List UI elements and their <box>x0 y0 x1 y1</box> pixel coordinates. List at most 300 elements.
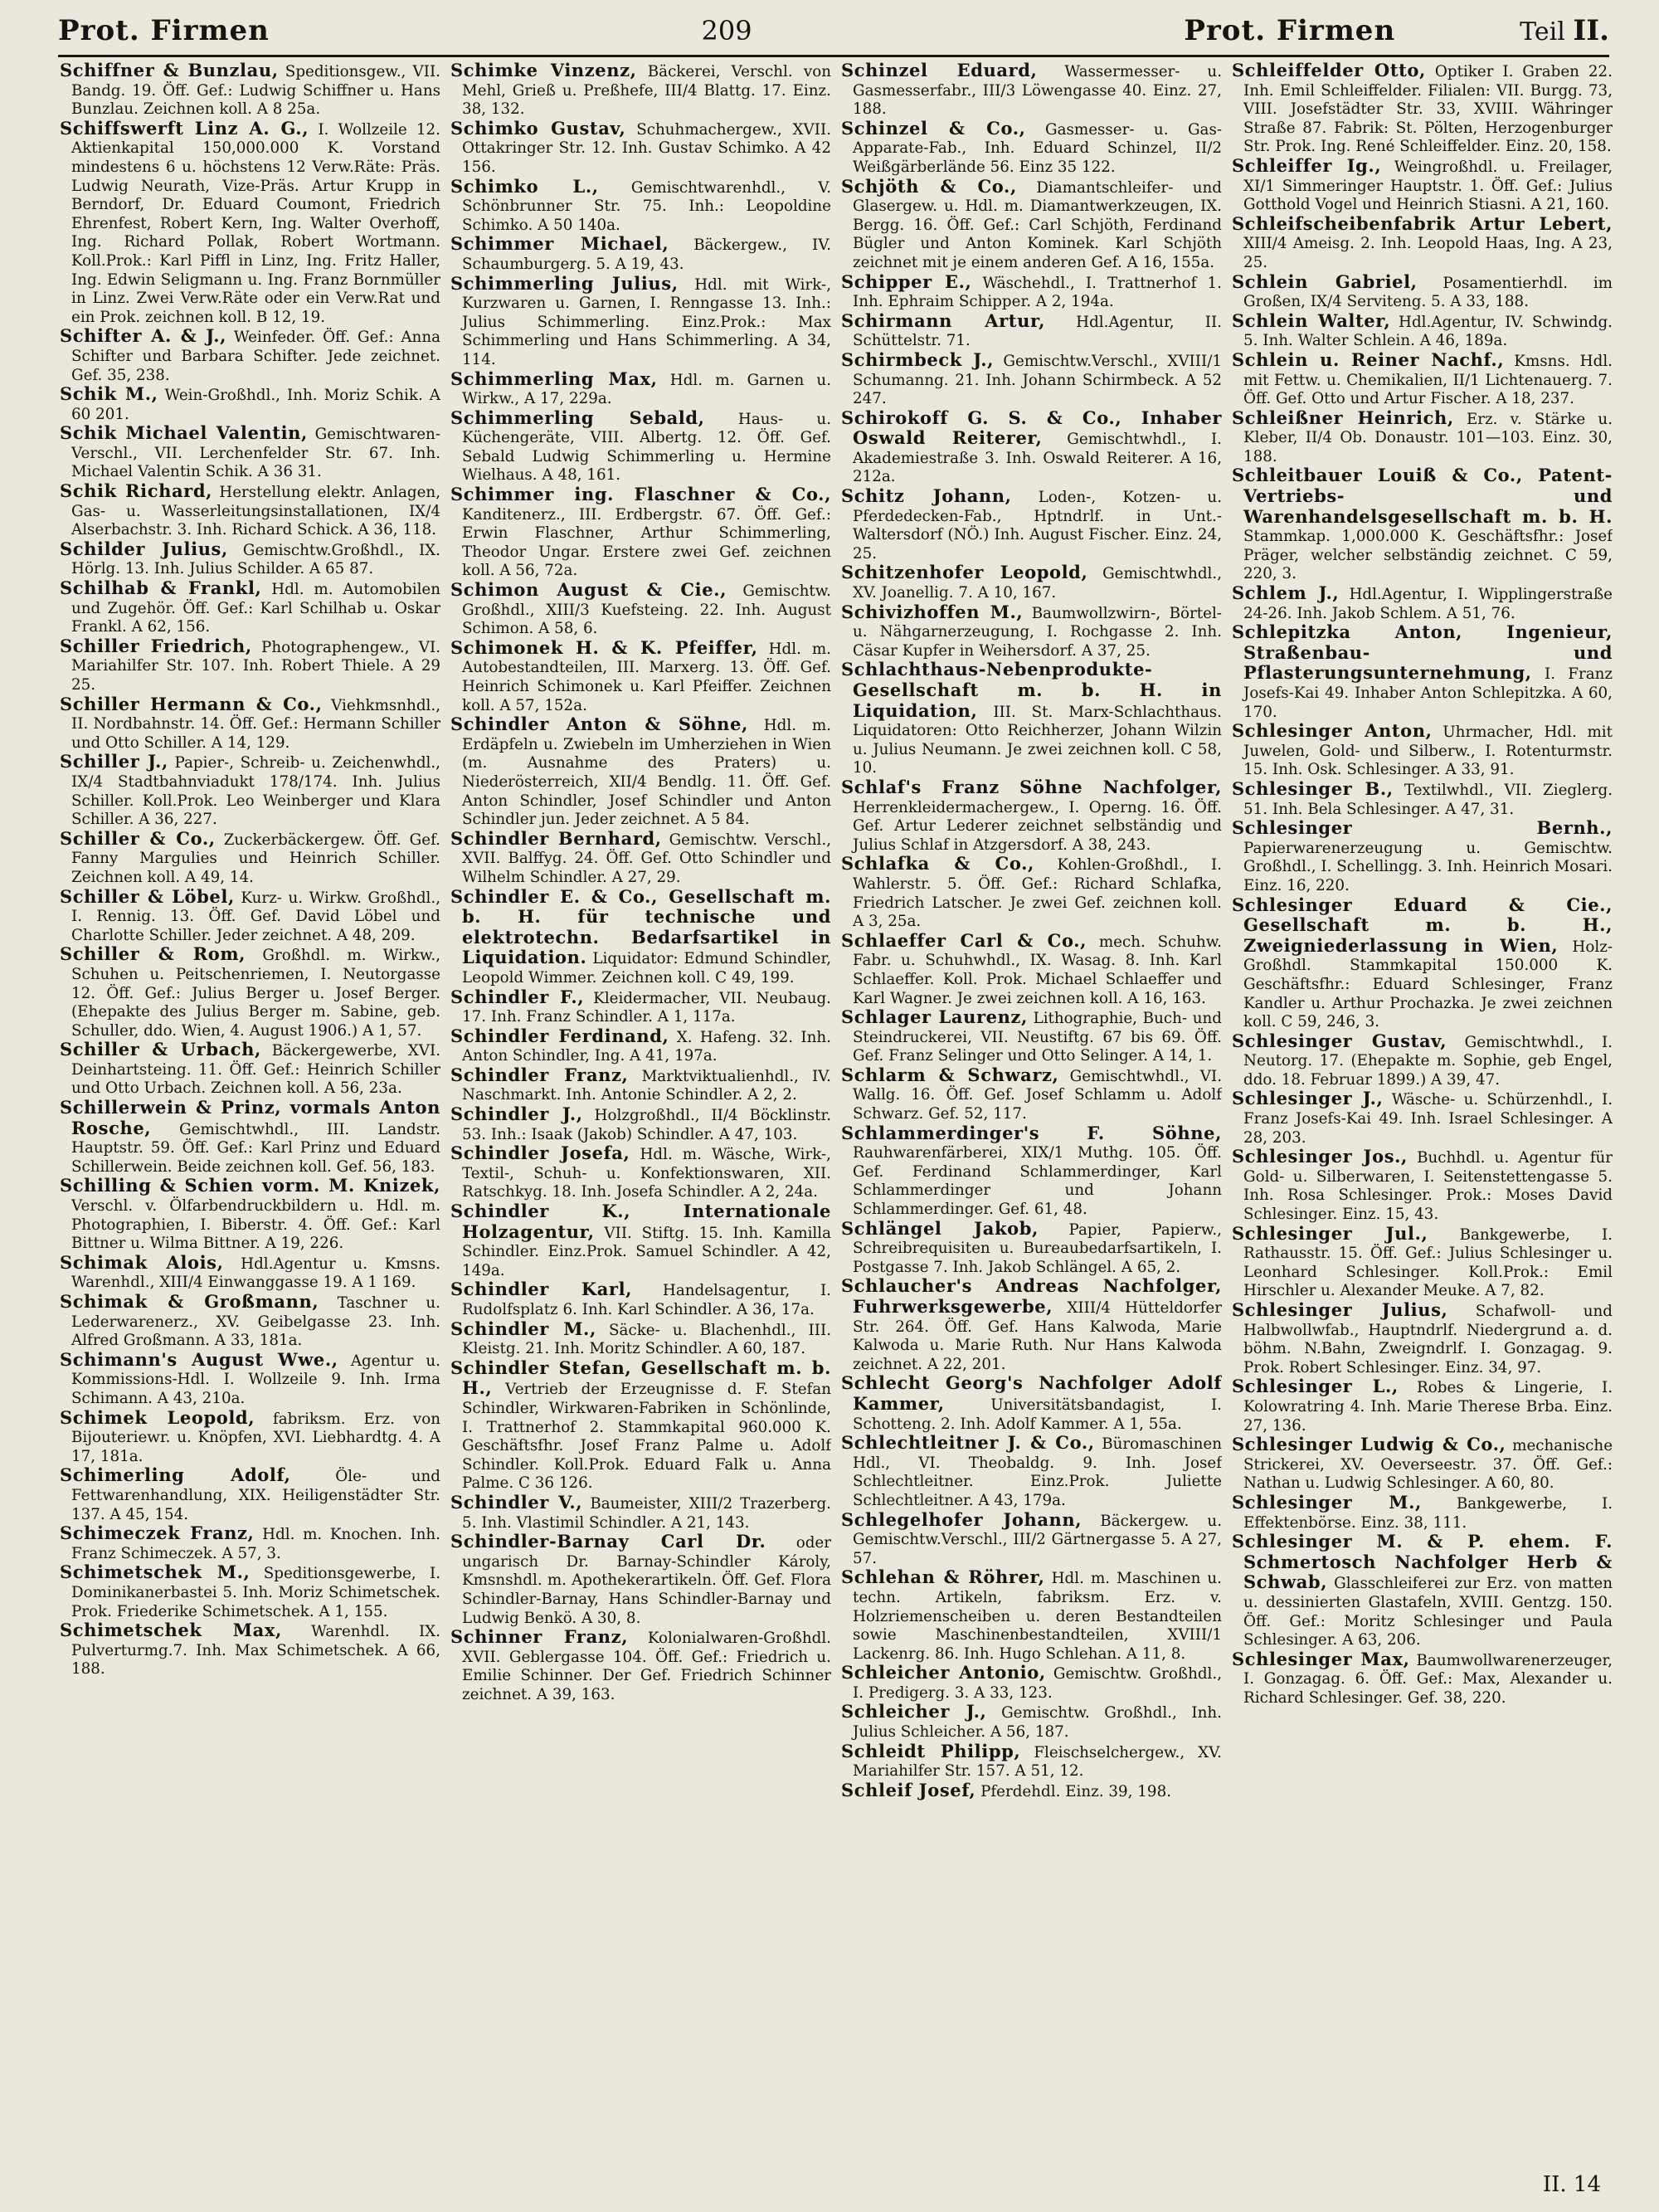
firm-name: Schlaucher's Andreas Nachfolger, Fuhrwerksgewerbe, <box>841 1275 1222 1317</box>
firm-details: Kanditenerz., III. Erdbergstr. 67. Öff. Gef.: Erwin Flaschner, Arthur Schimmerling, Theodor Ungar. Erstere zwei Gef. zeichnen koll. A 56, 72a. <box>462 505 831 580</box>
directory-entry <box>1232 1532 1613 1650</box>
directory-entry <box>841 119 1222 178</box>
firm-details: Agentur u. Kommissions-Hdl. I. Wollzeile 9. Inh. Irma Schimann. A 43, 210a. <box>71 1352 440 1407</box>
firm-name: Schimko L., <box>450 175 599 197</box>
firm-details: I. Franz Josefs-Kai 49. Inhaber Anton Schlepitzka. A 60, 170. <box>1243 665 1613 721</box>
directory-entry <box>60 827 440 888</box>
directory-entry <box>60 885 440 946</box>
firm-details: Holzgroßhdl., II/4 Böcklinstr. 53. Inh.: Isaak (Jakob) Schindler. A 47, 103. <box>462 1107 831 1143</box>
firm-details: Wassermesser- u. Gasmesserfabr., III/3 Löwengasse 40. Einz. 27, 188. <box>853 63 1222 119</box>
firm-details: Fleischselchergew., XV. Mariahilfer Str. 157. A 51, 12. <box>853 1743 1222 1781</box>
directory-entry <box>841 1781 1222 1802</box>
firm-details: Öle- und Fettwarenhandlung, XIX. Heiligenstädter Str. 137. A 45, 154. <box>71 1468 440 1523</box>
firm-name: Schlesinger Anton, <box>1232 720 1433 742</box>
directory-entry <box>841 1008 1222 1066</box>
directory-entry <box>60 637 440 695</box>
firm-details: Gemischtw. Großhdl., I. Predigerg. 3. A 33, 123. <box>853 1665 1222 1702</box>
firm-details: Kmsns. Hdl. mit Fettw. u. Chemikalien, II/1 Lichtenauerg. 7. Öff. Gef. Otto und Artur Fischer. A 18, 237. <box>1243 352 1613 408</box>
firm-details: mech. Schuhw. Fabr. u. Schuhwhdl., IX. Wasag. 8. Inh. Karl Schlaeffer. Koll. Prok. Michael Schlaeffer und Karl Wagner. Je zwei zeichnen koll. A 16, 163. <box>853 933 1222 1007</box>
firm-name: Schleif Josef, <box>841 1779 976 1800</box>
firm-name: Schindler V., <box>450 1491 583 1513</box>
directory-entry <box>841 1508 1222 1569</box>
firm-details: Photographengew., VI. Mariahilfer Str. 107. Inh. Robert Thiele. A 29 25. <box>71 638 440 694</box>
firm-details: XIII/4 Ameisg. 2. Inh. Leopold Haas, Ing. A 23, 25. <box>1243 235 1613 271</box>
firm-name: Schlesinger Ludwig & Co., <box>1232 1434 1506 1455</box>
firm-name: Schindler Josefa, <box>450 1143 630 1164</box>
firm-details: Hdl. mit Wirk-, Kurzwaren u. Garnen, I. Renngasse 13. Inh.: Julius Schimmerling. Einz.Prok.: Max Schimmerling und Hans Schimmerling. A 34, 114. <box>462 275 831 368</box>
directory-entry <box>1232 1301 1613 1377</box>
directory-entry <box>1232 584 1613 623</box>
directory-entry <box>60 1621 440 1679</box>
firm-name: Schindler Ferdinand, <box>450 1025 669 1046</box>
directory-entry <box>450 235 831 274</box>
firm-details: VII. Stiftg. 15. Inh. Kamilla Schindler. Einz.Prok. Samuel Schindler. A 42, 149a. <box>462 1224 831 1279</box>
firm-name: Schleicher J., <box>841 1701 987 1722</box>
directory-entry <box>450 1532 831 1628</box>
firm-details: Marktviktualienhdl., IV. Naschmarkt. Inh. Antonie Schindler. A 2, 2. <box>462 1067 831 1104</box>
directory-entry <box>450 409 831 485</box>
firm-details: Hdl. m. Automobilen und Zugehör. Öff. Gef.: Karl Schilhab u. Oskar Frankl. A 62, 156. <box>71 581 440 636</box>
firm-name: Schlecht Georg's Nachfolger Adolf Kammer, <box>841 1372 1222 1414</box>
directory-entry <box>1232 1222 1613 1301</box>
directory-entry <box>841 1066 1222 1124</box>
firm-name: Schimerling Adolf, <box>60 1464 291 1486</box>
directory-entry <box>1232 270 1613 312</box>
firm-name: Schimak & Großmann, <box>60 1291 319 1312</box>
firm-details: Bankgewerbe, I. Effektenbörse. Einz. 38, 111. <box>1243 1494 1613 1532</box>
firm-name: Schik Michael Valentin, <box>60 422 308 444</box>
firm-details: Bäckergew., IV. Schaumburgerg. 5. A 19, 43. <box>462 236 831 273</box>
firm-name: Schindler F., <box>450 986 585 1007</box>
firm-name: Schik Richard, <box>60 480 213 502</box>
firm-details: Bäckerei, Verschl. von Mehl, Grieß u. Preßhefe, III/4 Blattg. 17. Einz. 38, 132. <box>462 63 831 119</box>
firm-name: Schlepitzka Anton, Ingenieur, Straßenbau- und Pflasterungsunternehmung, <box>1232 621 1613 684</box>
firm-details: Glasschleiferei zur Erz. von matten u. dessinierten Glastafeln, XVIII. Gentzg. 150. Öff. Gef.: Moritz Schlesinger und Paula Schlesinger. A 63, 206. <box>1243 1575 1613 1649</box>
directory-entry <box>60 327 440 385</box>
directory-entry <box>841 309 1222 351</box>
firm-name: Schlaf's Franz Söhne Nachfolger, <box>841 776 1222 797</box>
directory-entry <box>841 855 1222 931</box>
firm-name: Schlarm & Schwarz, <box>841 1064 1059 1085</box>
firm-name: Schleidt Philipp, <box>841 1740 1021 1761</box>
firm-name: Schinner Franz, <box>450 1626 629 1648</box>
firm-details: Speditionsgewerbe, I. Dominikanerbastei 5. Inh. Moriz Schimetschek. Prok. Friederike Schimetschek. A 1, 155. <box>71 1565 440 1620</box>
firm-name: Schitzenhofer Leopold, <box>841 562 1088 583</box>
directory-entry <box>60 424 440 482</box>
firm-name: Schindler J., <box>450 1104 583 1125</box>
directory-entry <box>450 885 831 988</box>
directory-entry <box>841 175 1222 273</box>
firm-name: Schlesinger Jos., <box>1232 1146 1408 1167</box>
firm-name: Schlachthaus-Nebenprodukte-Gesellschaft m. b. H. in Liquidation, <box>841 659 1222 721</box>
directory-entry <box>1232 722 1613 780</box>
directory-entry <box>450 119 831 178</box>
firm-details: III. St. Marx-Schlachthaus. Liquidatoren: Otto Reichherzer, Johann Wilzin u. Julius Neumann. Je zwei zeichnen koll. C 58, 10. <box>853 703 1222 777</box>
firm-name: Schiller & Co., <box>60 827 216 849</box>
part-number: II. <box>1573 14 1609 47</box>
firm-details: I. Wollzeile 12. Aktienkapital 150,000.000 K. Vorstand mindestens 6 u. höchstens 12 Verw.Räte: Präs. Ludwig Neurath, Vize-Präs. Artur Krupp in Berndorf, Dr. Eduard Coumont, Friedrich Ehrenfest, Robert Kern, Ing. Walter Overhoff, Ing. Richard Pollak, Robert Wortmann. Koll.Prok.: Karl Piffl in Linz, Ing. Fritz Haller, Ing. Edwin Seligmann u. Ing. Franz Bornmüller in Linz. Zwei Verw.Räte oder ein Verw.Rat und ein Prok. zeichnen koll. B 12, 19. <box>71 120 440 326</box>
page-header <box>58 10 1609 51</box>
directory-entry <box>841 61 1222 119</box>
firm-name: Schiller & Rom, <box>60 943 246 965</box>
firm-name: Schilhab & Frankl, <box>60 577 262 599</box>
firm-details: Loden-, Kotzen- u. Pferdedecken-Fab., Hptndrlf. in Unt.-Waltersdorf (NÖ.) Inh. August Fischer. Einz. 24, 25. <box>853 489 1222 563</box>
firm-name: Schirmbeck J., <box>841 348 995 370</box>
directory-entry <box>841 778 1222 855</box>
firm-name: Schlager Laurenz, <box>841 1006 1028 1028</box>
firm-details: Pferdehdl. Einz. 39, 198. <box>980 1782 1172 1800</box>
firm-details: Gemischtw. Verschl., XVII. Balffyg. 24. Öff. Gef. Otto Schindler und Wilhelm Schindler. A 27, 29. <box>462 831 831 886</box>
firm-details: Säcke- u. Blachenhdl., III. Kleistg. 21. Inh. Moritz Schindler. A 60, 187. <box>462 1321 831 1358</box>
directory-entry <box>450 1202 831 1280</box>
firm-name: Schlesinger M., <box>1232 1491 1422 1513</box>
directory-entry <box>1232 1493 1613 1532</box>
firm-details: Robes & Lingerie, I. Kolowratring 4. Inh. Marie Therese Brba. Einz. 27, 136. <box>1243 1379 1613 1435</box>
firm-name: Schilder Julius, <box>60 538 228 559</box>
firm-name: Schimke Vinzenz, <box>450 61 637 80</box>
directory-entry <box>60 1406 440 1467</box>
directory-entry <box>450 1320 831 1359</box>
firm-name: Schik M., <box>60 383 158 405</box>
firm-name: Schilling & Schien vorm. M. Knizek, <box>60 1175 440 1196</box>
firm-details: Gemischtwhdl., XV. Joanellig. 7. A 10, 167. <box>853 565 1222 602</box>
directory-entry <box>450 1493 831 1532</box>
firm-details: Liquidator: Edmund Schindler, Leopold Wimmer. Zeichnen koll. C 49, 199. <box>462 950 831 987</box>
firm-name: Schindler K., Internationale Holzagentur, <box>450 1201 831 1242</box>
firm-name: Schitz Johann, <box>841 485 1012 507</box>
firm-name: Schimek Leopold, <box>60 1406 255 1428</box>
firm-name: Schlesinger Jul., <box>1232 1222 1428 1244</box>
firm-details: Baumwollwarenerzeuger, I. Gonzagag. 6. Öff. Gef.: Max, Alexander u. Richard Schlesinger. Gef. 38, 220. <box>1243 1651 1613 1707</box>
firm-details: Taschner u. Lederwarenerz., XV. Geibelgasse 23. Inh. Alfred Großmann. A 33, 181a. <box>71 1294 440 1350</box>
firm-name: Schimetschek M., <box>60 1562 251 1583</box>
firm-details: fabriksm. Erz. von Bijouteriewr. u. Knöpfen, XVI. Liebhardtg. 4. A 17, 181a. <box>71 1410 440 1465</box>
firm-details: Hdl. m. Autobestandteilen, III. Marxerg. 13. Öff. Gef. Heinrich Schimonek u. Karl Pfeiffer. Zeichnen koll. A 57, 152a. <box>462 640 831 714</box>
firm-details: Viehkmsnhdl., II. Nordbahnstr. 14. Öff. Gef.: Hermann Schiller und Otto Schiller. A 14, 129. <box>71 696 440 752</box>
firm-name: Schinzel & Co., <box>841 117 1026 139</box>
firm-details: Hdl. m. Wäsche, Wirk-, Textil-, Schuh- u. Konfektionswaren, XII. Ratschkyg. 18. Inh. Josefa Schindler. A 2, 24a. <box>462 1146 831 1201</box>
directory-entry <box>1232 409 1613 467</box>
firm-name: Schlesinger Eduard & Cie., Gesellschaft m. b. H., Zweigniederlassung in Wien, <box>1232 894 1613 956</box>
firm-name: Schifter A. & J., <box>60 325 227 347</box>
firm-name: Schleiffer Ig., <box>1232 154 1382 176</box>
directory-entry <box>841 603 1222 661</box>
firm-details: Hdl.Agentur u. Kmsns. Warenhdl., XIII/4 Einwanggasse 19. A 1 169. <box>71 1255 440 1292</box>
firm-details: Kolonialwaren-Großhdl. XVII. Geblergasse 104. Öff. Gef.: Friedrich u. Emilie Schinner. Der Gef. Friedrich Schinner zeichnet. A 39, 163. <box>462 1630 831 1703</box>
firm-details: Zuckerbäckergew. Öff. Gef. Fanny Margulies und Heinrich Schiller. Zeichnen koll. A 49, 14. <box>71 831 440 886</box>
firm-name: Schlafka & Co., <box>841 853 1034 875</box>
firm-name: Schlesinger L., <box>1232 1376 1399 1397</box>
firm-details: Uhrmacher, Hdl. mit Juwelen, Gold- und Silberw., I. Rotenturmstr. 15. Inh. Osk. Schlesinger. A 33, 91. <box>1243 724 1613 779</box>
directory-entry <box>841 487 1222 563</box>
firm-details: Schafwoll- und Halbwollwfab., Hauptndrlf. Niedergrund a. d. böhm. N.Bahn, Zweigndrlf. I. Gonzagag. 9. Prok. Robert Schlesinger. Einz. 34, 97. <box>1243 1303 1613 1376</box>
firm-name: Schimmer Michael, <box>450 233 669 255</box>
directory-entry <box>1232 1032 1613 1090</box>
directory-entry <box>1232 212 1613 273</box>
firm-name: Schjöth & Co., <box>841 175 1017 197</box>
firm-name: Schiffner & Bunzlau, <box>60 61 279 80</box>
firm-details: Hdl.Agentur, IV. Schwindg. 5. Inh. Walter Schlein. A 46, 189a. <box>1243 313 1613 350</box>
firm-name: Schimmerling Max, <box>450 368 658 389</box>
firm-details: Weinfeder. Öff. Gef.: Anna Schifter und Barbara Schifter. Jede zeichnet. Gef. 35, 238. <box>71 329 440 384</box>
firm-name: Schindler Karl, <box>450 1279 633 1300</box>
directory-entry <box>1232 1650 1613 1708</box>
directory-entry <box>450 61 831 119</box>
firm-name: Schiffswerft Linz A. G., <box>60 117 309 139</box>
firm-details: Bäckergew. u. Gemischtw.Verschl., III/2 Gärtnergasse 5. A 27, 57. <box>853 1512 1222 1567</box>
directory-entry <box>841 929 1222 1008</box>
firm-details: Warenhdl. IX. Pulverturmg.7. Inh. Max Schimetschek. A 66, 188. <box>71 1623 440 1678</box>
firm-details: Holz-Großhdl. Stammkapital 150.000 K. Geschäftsfhr.: Eduard Schlesinger, Franz Kandler u. Arthur Prochazka. Je zwei zeichnen koll. C 59, 246, 3. <box>1243 938 1613 1031</box>
firm-name: Schindler Stefan, Gesellschaft m. b. H., <box>450 1357 831 1399</box>
directory-entry <box>60 1466 440 1524</box>
firm-name: Schimetschek Max, <box>60 1620 282 1641</box>
firm-details: Hdl. m. Garnen u. Wirkw., A 17, 229a. <box>462 371 831 408</box>
directory-entry <box>841 1217 1222 1278</box>
firm-details: Diamantschleifer- und Glasergew. u. Hdl. m. Diamantwerkzeugen, IX. Bergg. 16. Öff. Gef.: Carl Schjöth, Ferdinand Bügler und Anton Kominek. Karl Schjöth zeichnet mit je einem anderen Gef. A 16, 155a. <box>853 178 1222 271</box>
firm-details: Textilwhdl., VII. Zieglerg. 51. Inh. Bela Schlesinger. A 47, 31. <box>1243 781 1613 818</box>
directory-entry <box>841 1434 1222 1510</box>
directory-entry <box>450 1144 831 1202</box>
firm-details: Papier-, Schreib- u. Zeichenwhdl., IX/4 Stadtbahnviadukt 178/174. Inh. Julius Schiller. Koll.Prok. Leo Weinberger und Klara Schiller. A 36, 227. <box>71 754 440 829</box>
directory-entry <box>450 1066 831 1105</box>
firm-name: Schinzel Eduard, <box>841 61 1038 80</box>
directory-entry <box>60 579 440 637</box>
firm-details: Speditionsgew., VII. Bandg. 19. Öff. Gef.: Ludwig Schiffner u. Hans Bunzlau. Zeichnen koll. A 8 25a. <box>71 63 440 119</box>
firm-name: Schimon August & Cie., <box>450 579 727 601</box>
firm-name: Schlesinger Gustav, <box>1232 1030 1447 1051</box>
directory-entry <box>450 272 831 370</box>
directory-entry <box>450 1628 831 1704</box>
firm-name: Schlehan & Röhrer, <box>841 1566 1045 1588</box>
firm-details: Kohlen-Großhdl., I. Wahlerstr. 5. Öff. Gef.: Richard Schlafka, Friedrich Latscher. Je zwei Gef. zeichnen koll. A 3, 25a. <box>853 856 1222 931</box>
firm-details: Herstellung elektr. Anlagen, Gas- u. Wasserleitungsinstallationen, IX/4 Alserbachstr. 3. Inh. Richard Schick. A 36, 118. <box>71 484 440 539</box>
firm-details: Hdl. m. Knochen. Inh. Franz Schimeczek. A 57, 3. <box>71 1526 440 1562</box>
directory-entry <box>1232 154 1613 215</box>
firm-details: Hdl. m. Maschinen u. techn. Artikeln, fabriksm. Erz. v. Holzriemenscheiben u. deren Bestandteilen sowie Maschinenbestandteilen, XVIII/1 Lackenrg. 86. Inh. Hugo Schlehan. A 11, 8. <box>853 1570 1222 1663</box>
directory-entry <box>1232 61 1613 157</box>
firm-name: Schlegelhofer Johann, <box>841 1508 1082 1530</box>
firm-name: Schimann's August Wwe., <box>60 1348 338 1370</box>
firm-name: Schimko Gustav, <box>450 117 626 139</box>
directory-entry <box>1232 1377 1613 1435</box>
firm-details: Hdl.Agentur, I. Wipplingerstraße 24-26. Inh. Jakob Schlem. A 51, 76. <box>1243 586 1613 622</box>
firm-details: Kurz- u. Wirkw. Großhdl., I. Rennig. 13. Öff. Gef. David Löbel und Charlotte Schiller. Jeder zeichnet. A 48, 209. <box>71 889 440 944</box>
firm-details: Herrenkleidermachergew., I. Operng. 16. Öff. Gef. Artur Lederer zeichnet selbständig und Julius Schlaf in Atzgersdorf. A 38, 243. <box>853 798 1222 854</box>
directory-entry <box>841 1664 1222 1703</box>
firm-details: Weingroßhdl. u. Freilager, XI/1 Simmeringer Hauptstr. 1. Öff. Gef.: Julius Gotthold Vogel und Heinrich Stiasni. A 21, 160. <box>1243 158 1613 214</box>
directory-entry <box>841 1124 1222 1220</box>
firm-name: Schlesinger Max, <box>1232 1648 1410 1669</box>
header-rule <box>58 55 1609 57</box>
directory-entry <box>841 660 1222 778</box>
directory-entry <box>450 175 831 236</box>
firm-name: Schleitbauer Louiß & Co., Patent-Vertriebs- und Warenhandelsgesellschaft m. b. H. <box>1232 465 1613 527</box>
firm-details: Erz. v. Stärke u. Kleber, II/4 Ob. Donaustr. 101—103. Einz. 30, 188. <box>1243 410 1613 465</box>
header-right-group <box>1184 14 1609 47</box>
firm-details: Universitätsbandagist, I. Schotteng. 2. Inh. Adolf Kammer. A 1, 55a. <box>853 1396 1222 1433</box>
firm-details: Baumeister, XIII/2 Trazerberg. 5. Inh. Vlastimil Schindler. A 21, 143. <box>462 1494 831 1532</box>
firm-details: Gasmesser- u. Gas-Apparate-Fab., Inh. Eduard Schinzel, II/2 Weißgärberlände 56. Einz 35 122. <box>853 120 1222 176</box>
firm-name: Schindler Franz, <box>450 1064 629 1085</box>
directory-entry <box>450 485 831 581</box>
firm-details: Gemischtwarenhdl., V. Schönbrunner Str. 75. Inh.: Leopoldine Schimko. A 50 140a. <box>462 178 831 234</box>
firm-name: Schlesinger M. & P. ehem. F. Schmertosch Nachfolger Herb & Schwab, <box>1232 1531 1613 1593</box>
firm-name: Schleifscheibenfabrik Artur Lebert, <box>1232 212 1613 234</box>
firm-details: Optiker I. Graben 22. Inh. Emil Schleiffelder. Filialen: VII. Burgg. 73, VIII. Josefstädter Str. 33, XVIII. Währinger Straße 87. Fabrik: St. Pölten, Herzogenburger Str. Prok. Ing. René Schleiffelder. Einz. 20, 158. <box>1243 63 1613 156</box>
page-number: 209 <box>701 15 752 46</box>
firm-name: Schlechtleitner J. & Co., <box>841 1432 1095 1454</box>
firm-name: Schimak Alois, <box>60 1251 224 1273</box>
firm-details: Papier, Papierw., Schreibrequisiten u. Bureaubedarfsartikeln, I. Postgasse 7. Inh. Jakob Schlängel. A 65, 2. <box>853 1220 1222 1276</box>
firm-name: Schiller & Urbach, <box>60 1039 261 1060</box>
directory-entry <box>60 945 440 1040</box>
directory-entry <box>450 827 831 888</box>
firm-details: Rauhwarenfärberei, XIX/1 Muthg. 105. Öff. Gef. Ferdinand Schlammerdinger, Karl Schlammerdinger und Johann Schlammerdinger. Gef. 61, 48. <box>853 1144 1222 1219</box>
firm-details: Haus- u. Küchengeräte, VIII. Albertg. 12. Öff. Gef. Sebald Ludwig Schimmerling u. Hermine Wielhaus. A 48, 161. <box>462 410 831 485</box>
firm-name: Schimmerling Sebald, <box>450 407 705 428</box>
firm-details: Verschl. v. Ölfarbendruckbildern u. Hdl. m. Photographien, I. Biberstr. 4. Öff. Gef.: Karl Bittner u. Wilma Bittner. A 19, 226. <box>71 1197 440 1253</box>
directory-entry <box>841 1374 1222 1434</box>
firm-name: Schlesinger Bernh., <box>1232 817 1613 839</box>
firm-details: Großhdl. m. Wirkw., Schuhen u. Peitschenriemen, I. Neutorgasse 12. Öff. Gef.: Julius Berger u. Josef Berger. (Ehepakte des Julius Berger m. Sabine, geb. Schuller, ddo. Wien, 4. August 1906.) A 1, 57. <box>71 947 440 1040</box>
firm-name: Schleicher Antonio, <box>841 1662 1046 1683</box>
directory-entry <box>60 1563 440 1621</box>
firm-name: Schimmer ing. Flaschner & Co., <box>450 484 831 505</box>
directory-entry <box>60 540 440 579</box>
firm-details: Stammkap. 1,000.000 K. Geschäftsfhr.: Josef Präger, welcher selbständig zeichnet. C 59, 220, 3. <box>1243 528 1613 583</box>
firm-details: Gemischtwhdl., VI. Wallg. 16. Öff. Gef. Josef Schlamm u. Adolf Schwarz. Gef. 52, 117. <box>853 1067 1222 1123</box>
column-4 <box>1232 61 1613 2161</box>
firm-details: Bäckergewerbe, XVI. Deinhartsteing. 11. Öff. Gef.: Heinrich Schiller und Otto Urbach. Zeichnen koll. A 56, 23a. <box>71 1042 440 1098</box>
firm-name: Schlängel Jakob, <box>841 1217 1039 1239</box>
directory-entry <box>60 753 440 829</box>
directory-entry <box>450 370 831 409</box>
firm-name: Schimonek H. & K. Pfeiffer, <box>450 636 758 658</box>
firm-details: Handelsagentur, I. Rudolfsplatz 6. Inh. Karl Schindler. A 36, 17a. <box>462 1282 831 1318</box>
firm-details: Gemischtwhdl., I. Akademiestraße 3. Inh. Oswald Reiterer. A 16, 212a. <box>853 431 1222 486</box>
firm-name: Schlammerdinger's F. Söhne, <box>841 1122 1222 1143</box>
directory-entry <box>60 695 440 753</box>
firm-details: Vertrieb der Erzeugnisse d. F. Stefan Schindler, Wirkwaren-Fabriken in Schönlinde, I. Trattnerhof 2. Stammkapital 960.000 K. Geschäftsfhr. Josef Franz Palme u. Adolf Schindler. Koll.Prok. Eduard Falk u. Anna Palme. C 36 126. <box>462 1381 831 1493</box>
firm-details: Gemischtw. Großhdl., XIII/3 Kuefsteing. 22. Inh. August Schimon. A 58, 6. <box>462 582 831 638</box>
directory-entry <box>1232 348 1613 409</box>
column-2 <box>450 61 831 2161</box>
firm-name: Schiller Hermann & Co., <box>60 693 323 714</box>
directory-entry <box>841 1742 1222 1781</box>
firm-name: Schlesinger Julius, <box>1232 1299 1448 1320</box>
directory-entry <box>1232 309 1613 351</box>
firm-details: Posamentierhdl. im Großen, IX/4 Serviteng. 5. A 33, 188. <box>1243 274 1613 311</box>
directory-entry <box>450 1105 831 1144</box>
directory-entry <box>1232 1089 1613 1147</box>
firm-details: Hdl.Agentur, II. Schüttelstr. 71. <box>853 313 1222 350</box>
firm-details: Baumwollzwirn-, Börtel- u. Nähgarnerzeugung, I. Rochgasse 2. Inh. Cäsar Kupfer in Weihersdorf. A 37, 25. <box>853 604 1222 660</box>
directory-entry <box>841 563 1222 602</box>
firm-name: Schlein Walter, <box>1232 309 1391 331</box>
column-3 <box>841 61 1222 2161</box>
firm-name: Schleiffelder Otto, <box>1232 61 1426 80</box>
firm-name: Schlaeffer Carl & Co., <box>841 929 1087 951</box>
firm-details: Buchhdl. u. Agentur für Gold- u. Silberwaren, I. Seitenstettengasse 5. Inh. Rosa Schlesinger. Prok.: Moses David Schlesinger. Einz. 15, 43. <box>1243 1149 1613 1224</box>
directory-entry <box>450 1280 831 1319</box>
directory-entry <box>1232 819 1613 895</box>
directory-entry <box>841 1277 1222 1374</box>
running-title-left: Prot. Firmen <box>58 14 270 47</box>
firm-details: Gemischtwhdl., III. Landstr. Hauptstr. 59. Öff. Gef.: Karl Prinz und Eduard Schillerwein. Beide zeichnen koll. Gef. 56, 183. <box>71 1120 440 1176</box>
part-label: Teil <box>1520 17 1565 46</box>
firm-details: Bankgewerbe, I. Rathausstr. 15. Öff. Gef.: Julius Schlesinger u. Leonhard Schlesinger. Koll.Prok.: Emil Hirschler u. Alexander Meuke. A 7, 82. <box>1243 1225 1613 1300</box>
firm-name: Schimmerling Julius, <box>450 272 679 294</box>
directory-entry <box>60 1524 440 1563</box>
firm-name: Schipper E., <box>841 270 972 292</box>
running-title-right: Prot. Firmen <box>1184 14 1396 47</box>
firm-details: Wein-Großhdl., Inh. Moriz Schik. A 60 201. <box>71 387 440 423</box>
directory-entry <box>841 270 1222 312</box>
directory-entry <box>1232 777 1613 819</box>
directory-entry <box>60 1177 440 1253</box>
directory-entry <box>841 348 1222 409</box>
firm-details: Kleidermacher, VII. Neubaug. 17. Inh. Franz Schindler. A 1, 117a. <box>462 989 831 1026</box>
directory-entry <box>450 636 831 715</box>
firm-name: Schirmann Artur, <box>841 309 1046 331</box>
firm-details: Gemischtw.Verschl., XVIII/1 Schumanng. 21. Inh. Johann Schirmbeck. A 52 247. <box>853 352 1222 408</box>
firm-details: Gemischtw.Großhdl., IX. Hörlg. 13. Inh. Julius Schilder. A 65 87. <box>71 541 440 578</box>
firm-name: Schiller J., <box>60 751 168 772</box>
directory-columns <box>60 61 1613 2161</box>
directory-entry <box>1232 1147 1613 1224</box>
directory-entry <box>60 1348 440 1409</box>
signature-mark: II. 14 <box>1542 2172 1601 2197</box>
firm-name: Schleißner Heinrich, <box>1232 407 1454 428</box>
directory-entry <box>450 988 831 1027</box>
directory-entry <box>60 1293 440 1351</box>
firm-name: Schlem J., <box>1232 582 1340 604</box>
firm-name: Schlein Gabriel, <box>1232 270 1418 292</box>
directory-entry <box>1232 1435 1613 1493</box>
firm-name: Schindler E. & Co., Gesellschaft m. b. H. für technische und elektrotechn. Bedarfsartikel in Liquidation. <box>450 885 831 968</box>
directory-entry <box>450 715 831 830</box>
directory-entry <box>450 1359 831 1493</box>
firm-name: Schindler Bernhard, <box>450 827 662 849</box>
firm-name: Schlein u. Reiner Nachf., <box>1232 348 1505 370</box>
part-indicator <box>1520 14 1609 47</box>
directory-entry <box>60 482 440 540</box>
firm-details: Wäsche- u. Schürzenhdl., I. Franz Josefs-Kai 49. Inh. Israel Schlesinger. A 28, 203. <box>1243 1091 1613 1147</box>
firm-name: Schindler-Barnay Carl Dr. <box>450 1531 766 1552</box>
directory-entry <box>60 1040 440 1099</box>
directory-entry <box>450 581 831 639</box>
firm-details: XIII/4 Hütteldorfer Str. 264. Öff. Gef. Hans Kalwoda, Marie Kalwoda u. Marie Ruth. Nur Hans Kalwoda zeichnet. A 22, 201. <box>853 1299 1222 1373</box>
firm-details: oder ungarisch Dr. Barnay-Schindler Károly, Kmsnshdl. m. Apothekerartikeln. Öff. Gef. Flora Schindler-Barnay, Hans Schindler-Barnay und Ludwig Benkö. A 30, 8. <box>462 1534 831 1627</box>
directory-entry <box>841 1703 1222 1742</box>
firm-details: Papierwarenerzeugung u. Gemischtw. Großhdl., I. Schellingg. 3. Inh. Heinrich Mosari. Einz. 16, 220. <box>1243 839 1613 894</box>
directory-entry <box>60 1251 440 1293</box>
firm-details: Büromaschinen Hdl., VI. Theobaldg. 9. Inh. Josef Schlechtleitner. Einz.Prok. Juliette Schlechtleitner. A 43, 179a. <box>853 1435 1222 1509</box>
directory-entry <box>1232 466 1613 584</box>
firm-name: Schillerwein & Prinz, vormals Anton Rosche, <box>60 1097 440 1138</box>
firm-details: Gemischtw. Großhdl., Inh. Julius Schleicher. A 56, 187. <box>853 1704 1222 1742</box>
firm-name: Schirokoff G. S. & Co., Inhaber Oswald Reiterer, <box>841 407 1222 449</box>
firm-name: Schindler Anton & Söhne, <box>450 714 748 735</box>
firm-details: Gemischtwaren-Verschl., VII. Lerchenfelder Str. 67. Inh. Michael Valentin Schik. A 36 31. <box>71 426 440 481</box>
directory-entry <box>841 409 1222 487</box>
firm-name: Schindler M., <box>450 1318 596 1339</box>
firm-name: Schlesinger J., <box>1232 1088 1384 1109</box>
firm-details: Schuhmachergew., XVII. Ottakringer Str. 12. Inh. Gustav Schimko. A 42 156. <box>462 120 831 176</box>
directory-entry <box>1232 896 1613 1032</box>
firm-details: Gemischtwhdl., I. Neutorg. 17. (Ehepakte m. Sophie, geb Engel, ddo. 18. Februar 1899.) A 39, 47. <box>1243 1033 1613 1089</box>
